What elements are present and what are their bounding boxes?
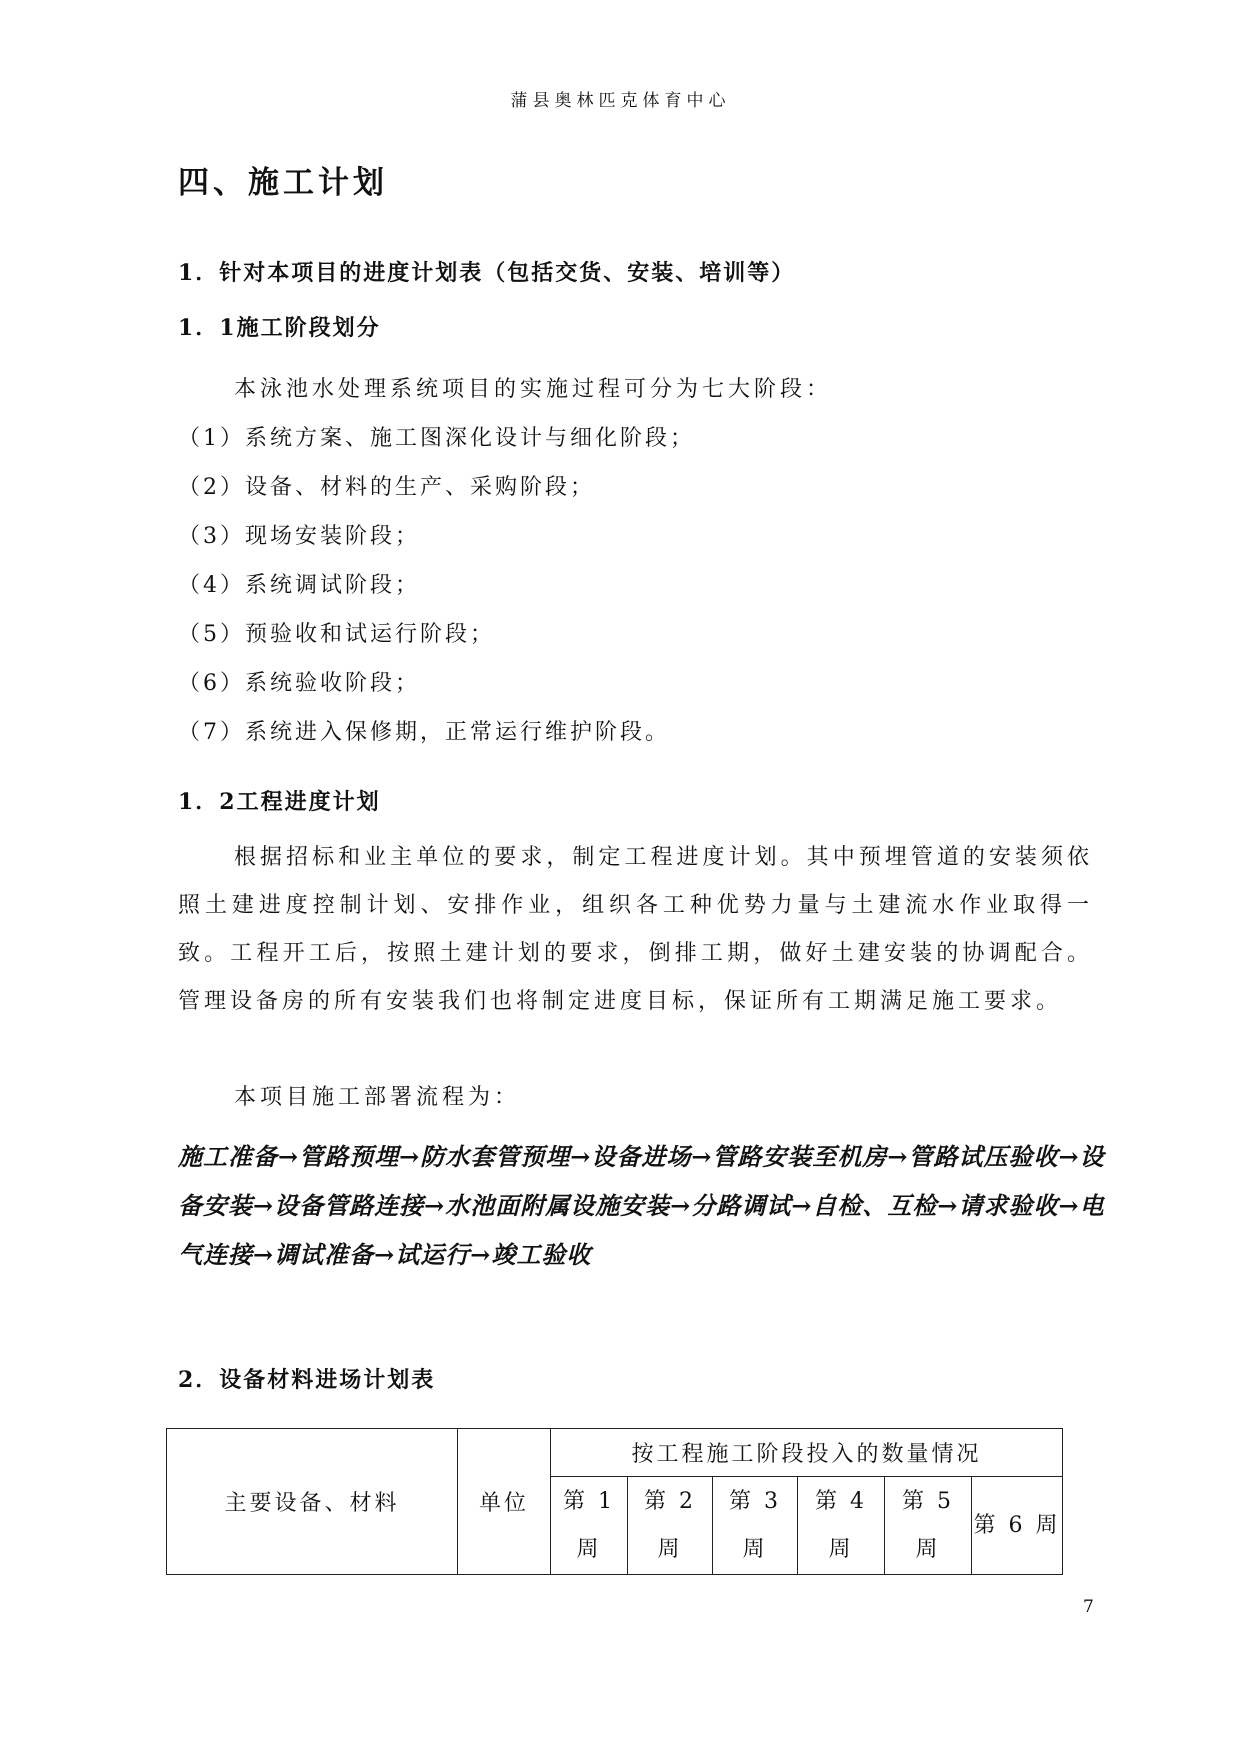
stage-list xyxy=(178,415,695,758)
header-item: 主要设备、材料 xyxy=(167,1429,458,1575)
header-week-1: 第 1 周 xyxy=(551,1477,628,1575)
stages-intro: 本泳池水处理系统项目的实施过程可分为七大阶段： xyxy=(234,377,833,402)
stage-item: （4）系统调试阶段； xyxy=(178,573,420,598)
stage-item: （6）系统验收阶段； xyxy=(178,671,420,696)
subsection-2-title: 2．设备材料进场计划表 xyxy=(178,1367,436,1393)
stage-item: （2）设备、材料的生产、采购阶段； xyxy=(178,475,595,500)
header-week-6: 第 6 周 xyxy=(972,1477,1063,1575)
subsection-1-title: 1．针对本项目的进度计划表（包括交货、安装、培训等） xyxy=(178,260,796,286)
header-quantity-group: 按工程施工阶段投入的数量情况 xyxy=(551,1429,1063,1477)
material-plan-table xyxy=(166,1428,1063,1575)
header-unit: 单位 xyxy=(458,1429,551,1575)
schedule-paragraph: 根据招标和业主单位的要求，制定工程进度计划。其中预埋管道的安装须依照土建进度控制计划、安排作业，组织各工种优势力量与土建流水作业取得一致。工程开工后，按照土建计划的要求，倒排工期，做好土建安装的协调配合。管理设备房的所有安装我们也将制定进度目标，保证所有工期满足施工要求。 xyxy=(178,845,1093,1014)
stage-item: （3）现场安装阶段； xyxy=(178,524,420,549)
page-header: 蒲县奥林匹克体育中心 xyxy=(510,91,731,111)
stage-item: （7）系统进入保修期，正常运行维护阶段。 xyxy=(178,720,670,745)
page-number: 7 xyxy=(1083,1597,1094,1617)
header-week-2: 第 2 周 xyxy=(628,1477,713,1575)
stage-item: （5）预验收和试运行阶段； xyxy=(178,622,495,647)
header-week-5: 第 5 周 xyxy=(885,1477,972,1575)
header-week-4: 第 4 周 xyxy=(798,1477,885,1575)
header-week-3: 第 3 周 xyxy=(713,1477,798,1575)
subsection-1-2-title: 1．2工程进度计划 xyxy=(178,789,381,815)
subsection-1-1-title: 1．1施工阶段划分 xyxy=(178,315,381,341)
flow-intro: 本项目施工部署流程为： xyxy=(234,1085,521,1110)
construction-flow: 施工准备→管路预埋→防水套管预埋→设备进场→管路安装至机房→管路试压验收→设备安装→设备管路连接→水池面附属设施安装→分路调试→自检、互检→请求验收→电气连接→调试准备→试运行→竣工验收 xyxy=(178,1142,1105,1269)
stage-item: （1）系统方案、施工图深化设计与细化阶段； xyxy=(178,426,695,451)
section-title: 四、施工计划 xyxy=(178,165,388,201)
